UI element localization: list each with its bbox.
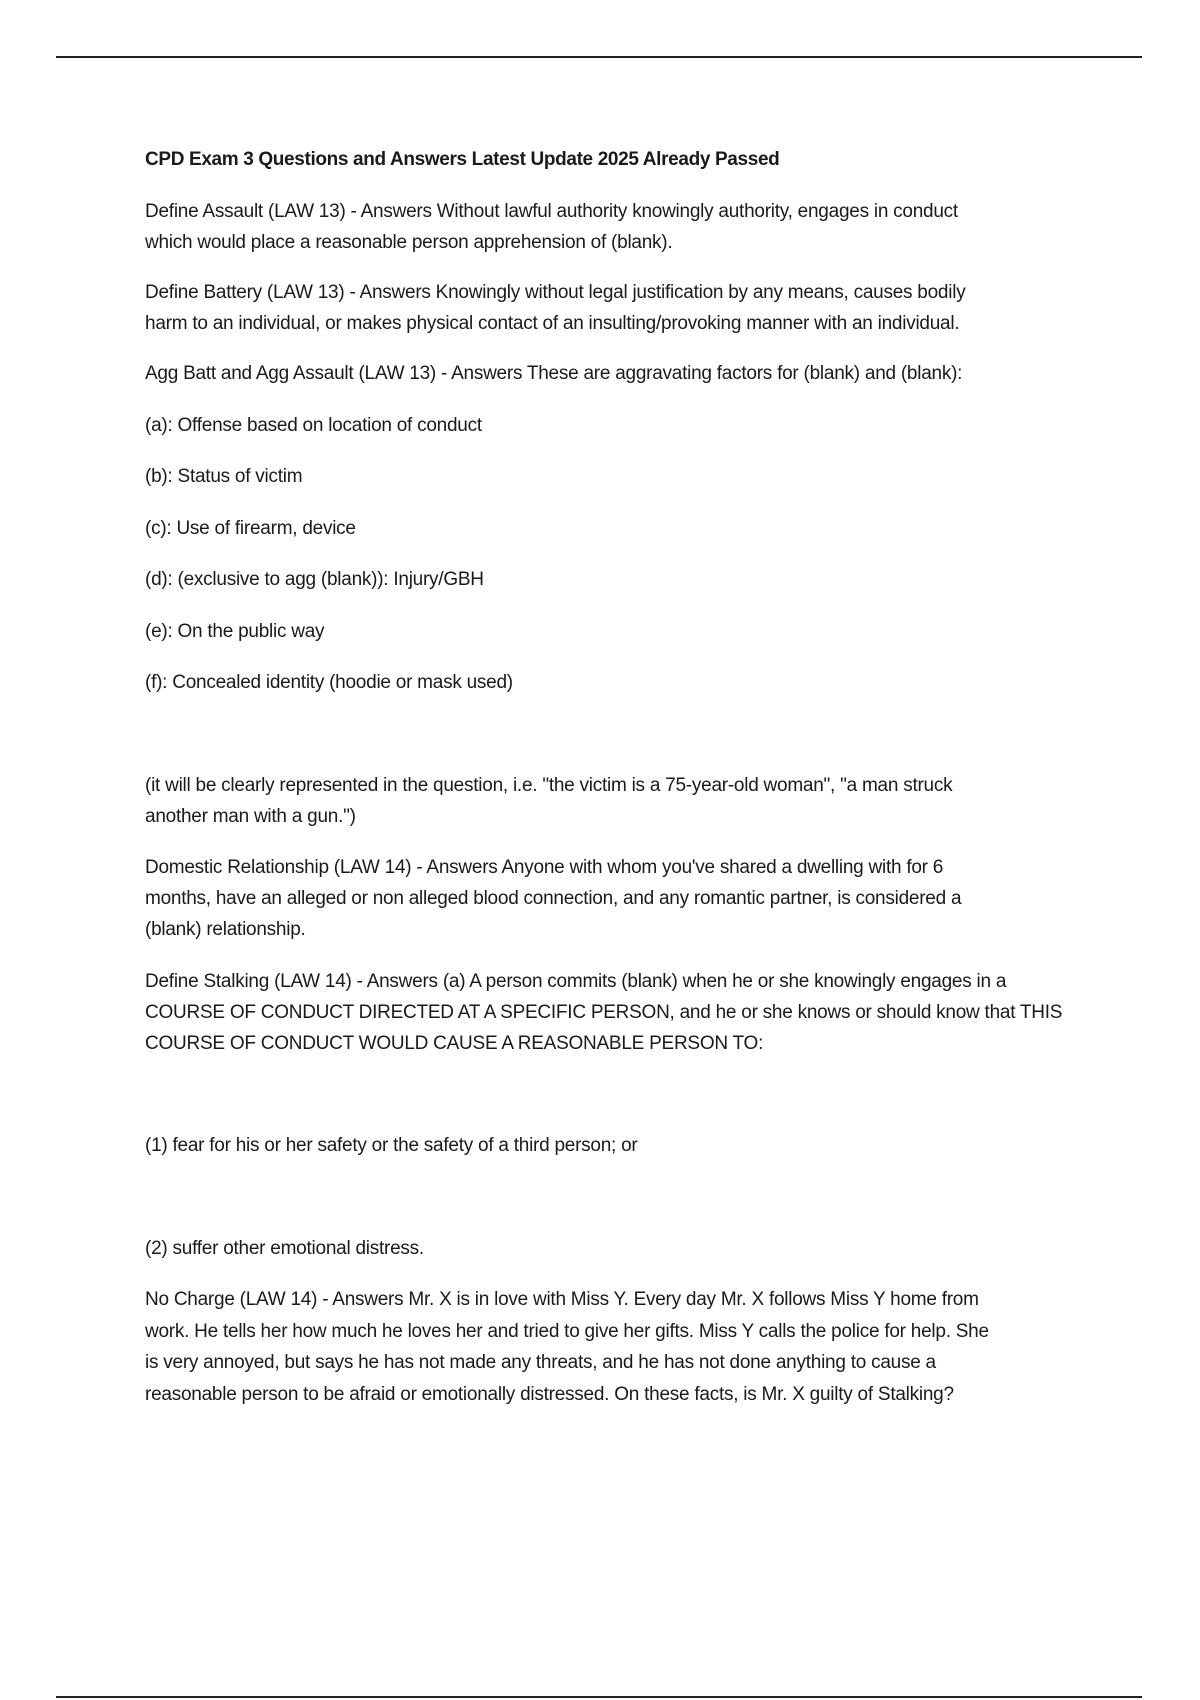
agg-factors-intro: Agg Batt and Agg Assault (LAW 13) - Answers These are aggravating factors for (blank) and (blank):	[145, 363, 963, 384]
domestic-relationship-line-1: Domestic Relationship (LAW 14) - Answers Anyone with whom you've shared a dwelling with for 6	[145, 857, 944, 878]
factor-b: (b): Status of victim	[145, 466, 303, 487]
battery-definition-line-1: Define Battery (LAW 13) - Answers Knowingly without legal justification by any means, causes bodily	[145, 282, 966, 303]
assault-definition-line-1: Define Assault (LAW 13) - Answers Without lawful authority knowingly authority, engages in conduct	[145, 201, 958, 222]
assault-definition-line-2: which would place a reasonable person apprehension of (blank).	[145, 232, 673, 253]
factor-f: (f): Concealed identity (hoodie or mask used)	[145, 672, 513, 693]
no-charge-line-1: No Charge (LAW 14) - Answers Mr. X is in love with Miss Y. Every day Mr. X follows Miss Y home from	[145, 1289, 979, 1310]
stalking-definition-line-2: COURSE OF CONDUCT DIRECTED AT A SPECIFIC PERSON, and he or she knows or should know that THIS	[145, 1002, 1063, 1023]
domestic-relationship-line-3: (blank) relationship.	[145, 919, 306, 940]
no-charge-line-2: work. He tells her how much he loves her and tried to give her gifts. Miss Y calls the police for help. She	[145, 1321, 989, 1342]
header-rule	[56, 56, 1142, 58]
battery-definition-line-2: harm to an individual, or makes physical contact of an insulting/provoking manner with an individual.	[145, 313, 960, 334]
domestic-relationship-line-2: months, have an alleged or non alleged blood connection, and any romantic partner, is considered a	[145, 888, 962, 909]
factor-note-line-2: another man with a gun.")	[145, 806, 356, 827]
factor-c: (c): Use of firearm, device	[145, 518, 356, 539]
stalking-definition-line-1: Define Stalking (LAW 14) - Answers (a) A person commits (blank) when he or she knowingly engages in a	[145, 971, 1007, 992]
factor-a: (a): Offense based on location of conduct	[145, 415, 482, 436]
stalking-definition-line-3: COURSE OF CONDUCT WOULD CAUSE A REASONABLE PERSON TO:	[145, 1033, 764, 1054]
no-charge-line-4: reasonable person to be afraid or emotionally distressed. On these facts, is Mr. X guilty of Stalking?	[145, 1384, 954, 1405]
document-title: CPD Exam 3 Questions and Answers Latest Update 2025 Already Passed	[145, 149, 780, 170]
factor-note-line-1: (it will be clearly represented in the question, i.e. "the victim is a 75-year-old woman", "a man struck	[145, 775, 953, 796]
factor-d: (d): (exclusive to agg (blank)): Injury/GBH	[145, 569, 484, 590]
no-charge-line-3: is very annoyed, but says he has not made any threats, and he has not done anything to cause a	[145, 1352, 936, 1373]
footer-rule	[56, 1696, 1142, 1698]
factor-e: (e): On the public way	[145, 621, 325, 642]
stalking-item-2: (2) suffer other emotional distress.	[145, 1238, 424, 1259]
stalking-item-1: (1) fear for his or her safety or the safety of a third person; or	[145, 1135, 638, 1156]
